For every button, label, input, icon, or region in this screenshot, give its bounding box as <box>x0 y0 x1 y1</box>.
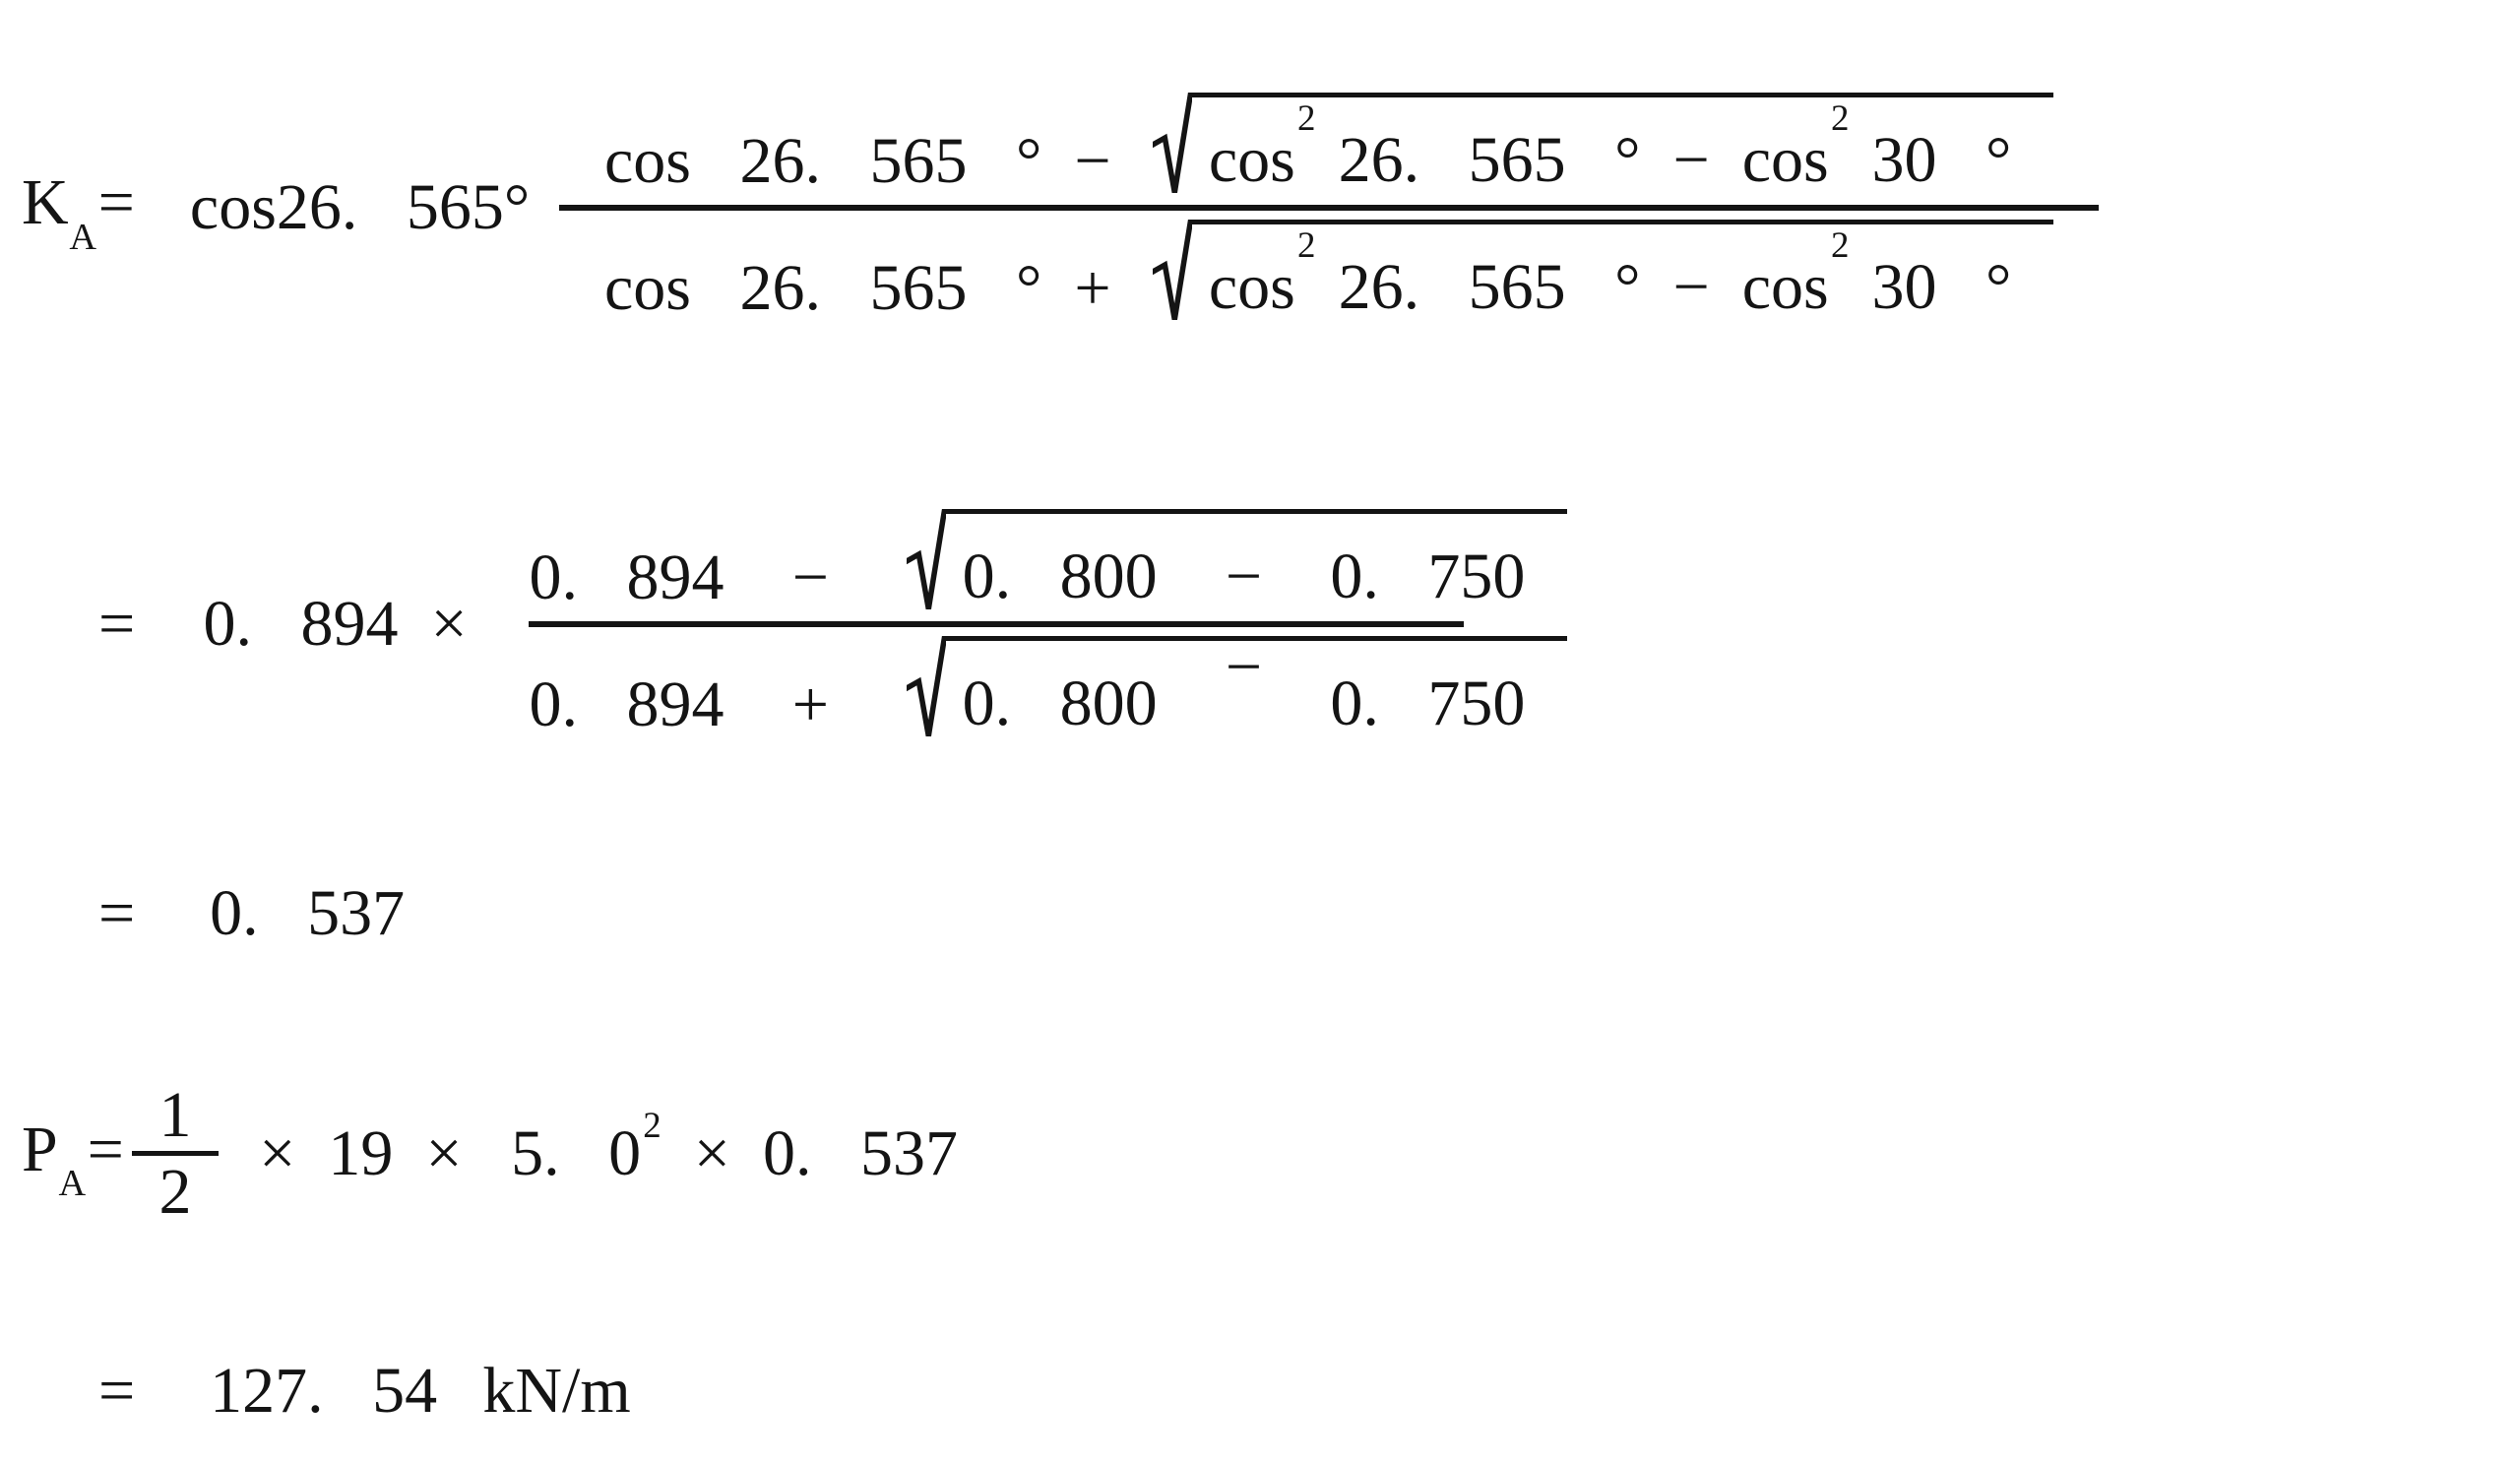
radicand <box>1189 220 2053 323</box>
cos-term: cos 26. 565 ° <box>603 251 1042 324</box>
equals-sign: = <box>98 1355 136 1427</box>
cos-term: cos 26. 565 ° <box>603 125 1042 198</box>
cos-term: cos <box>1741 124 1829 197</box>
radicand <box>1189 93 2053 196</box>
ka-symbol <box>22 166 135 259</box>
radicand <box>943 631 1568 739</box>
fraction-numerator <box>559 93 2099 196</box>
fraction-bar <box>559 205 2099 211</box>
numeric-value: 0. 894 <box>529 668 724 740</box>
numeric-value: 0. 800 <box>962 667 1158 739</box>
times-operator: × <box>425 1117 463 1190</box>
pa-result-value: 127. 54 <box>210 1355 438 1427</box>
one-half-fraction <box>132 1079 219 1229</box>
plus-operator: + <box>791 668 829 740</box>
square-root <box>907 509 1567 612</box>
cos-term: cos <box>1208 250 1295 323</box>
ka-symbolic-equation <box>22 93 2099 322</box>
radical-sign-icon <box>1153 93 1192 196</box>
coefficient-value: 0. 894 <box>203 587 399 660</box>
ka-coefficient-value: 0. 537 <box>763 1117 958 1190</box>
pa-equation <box>22 1079 958 1229</box>
fraction-denominator <box>529 631 1567 740</box>
exponent: 2 <box>1830 97 1850 139</box>
pa-result-line <box>98 1357 631 1425</box>
cos-prefix-term: cos26. 565° <box>189 170 531 243</box>
fraction-numerator <box>132 1081 219 1149</box>
minus-operator: − <box>1672 124 1710 197</box>
ka-numeric-equation <box>98 509 1567 738</box>
exponent: 2 <box>1297 223 1316 265</box>
numeric-fraction <box>529 509 1567 738</box>
pa-subscript: A <box>58 1163 87 1205</box>
angle-value: 30 ° <box>1871 124 2012 197</box>
ka-result-value: 0. 537 <box>210 877 406 949</box>
minus-operator: − <box>1225 631 1263 704</box>
plus-operator: + <box>1074 251 1111 324</box>
square-root <box>1153 93 2053 196</box>
numeric-value: 2 <box>158 1156 192 1229</box>
cos-term: cos <box>1741 250 1829 323</box>
numeric-value: 0. 750 <box>1330 667 1526 739</box>
angle-value: 30 ° <box>1871 250 2012 323</box>
radical-sign-icon <box>907 509 946 612</box>
height-value: 5. 0 <box>511 1117 642 1190</box>
angle-value: 26. 565 ° <box>1338 124 1641 197</box>
minus-operator: − <box>1074 125 1111 198</box>
fraction-denominator <box>559 220 2099 323</box>
minus-operator: − <box>791 541 829 614</box>
numeric-value: 0. 750 <box>1330 541 1526 613</box>
pa-base: P <box>22 1113 58 1185</box>
equals-sign: = <box>87 1113 124 1185</box>
radical-sign-icon <box>1153 220 1192 323</box>
times-operator: × <box>430 587 468 660</box>
main-fraction <box>559 93 2099 322</box>
radical-sign-icon <box>907 636 946 739</box>
times-operator: × <box>259 1117 296 1190</box>
equals-sign: = <box>98 877 136 949</box>
minus-operator: − <box>1225 541 1263 613</box>
fraction-numerator <box>529 509 1567 612</box>
pa-symbol <box>22 1113 124 1205</box>
equals-sign: = <box>98 587 136 660</box>
square-root <box>1153 220 2053 323</box>
radicand <box>943 509 1568 612</box>
ka-result-line <box>98 879 405 947</box>
fraction-denominator <box>132 1156 219 1229</box>
angle-value: 26. 565 ° <box>1338 250 1641 323</box>
ka-base: K <box>22 166 69 239</box>
exponent: 2 <box>1830 223 1850 265</box>
numeric-value: 1 <box>158 1079 192 1151</box>
unit-label: kN/m <box>482 1355 631 1427</box>
exponent: 2 <box>643 1104 662 1145</box>
equals-sign: = <box>97 166 135 239</box>
numeric-value: 0. 800 <box>962 541 1158 613</box>
minus-operator: − <box>1672 250 1710 323</box>
fraction-bar <box>529 621 1463 627</box>
numeric-value: 0. 894 <box>529 541 724 614</box>
times-operator: × <box>693 1117 730 1190</box>
exponent: 2 <box>1297 97 1316 139</box>
cos-term: cos <box>1208 124 1295 197</box>
ka-subscript: A <box>69 217 97 259</box>
unit-weight-value: 19 <box>328 1117 394 1190</box>
square-root <box>907 631 1567 739</box>
